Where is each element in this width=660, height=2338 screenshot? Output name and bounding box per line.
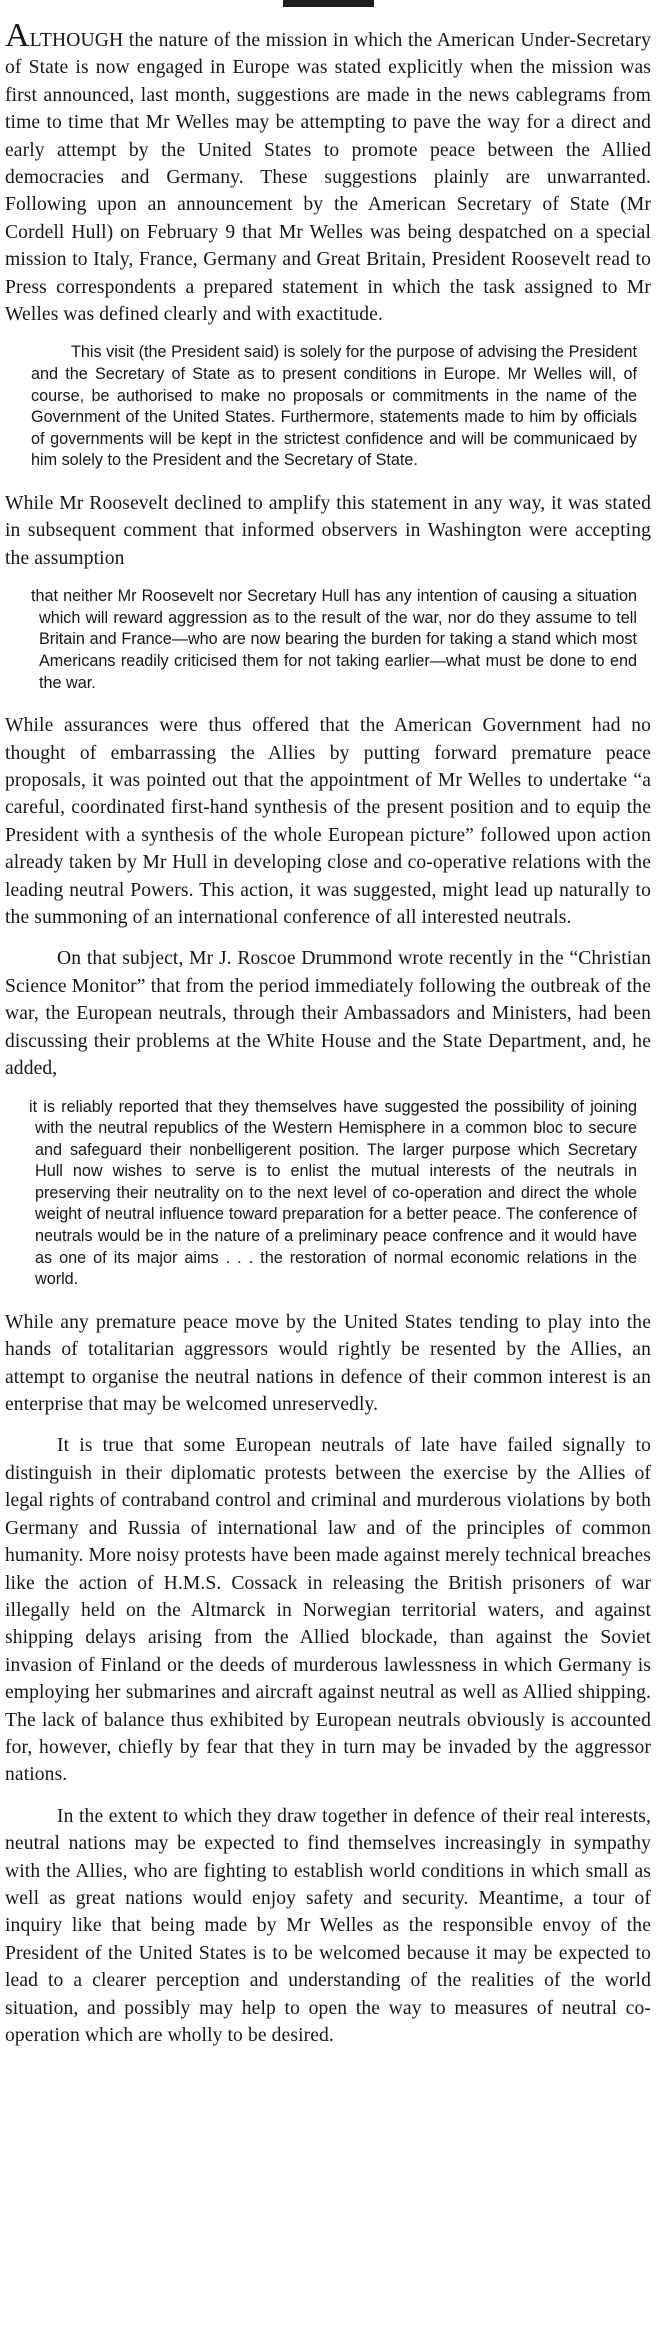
- quote-neutral-conference: it is reliably reported that they themselves have suggested the possibility of joining with the neutral republics of the Western Hemisphere in a common bloc to secure and safeguard their nonbelligerent position. The larger purpose which Secretary Hull now wishes to serve is to enlist the mutual interests of the neutrals in preserving their neutrality on to the next level of co-operation and direct the whole weight of neutral influence toward preparation for a better peace. The conference of neutrals would be in the nature of a preliminary peace confrence and it would have as one of its major aims . . . the restoration of normal economic relations in the world.: [29, 1097, 637, 1289]
- paragraph-roosevelt-declined: While Mr Roosevelt declined to amplify this statement in any way, it was stated in subsequent comment that informed observers in Washington were accepting the assumption: [5, 493, 651, 569]
- paragraph-intro: ALTHOUGH the nature of the mission in which the American Under-Secretary of State is now engaged in Europe was stated explicitly when the mission was first announced, last month, suggestions are made in the news cablegrams from time to time that Mr Welles may be attempting to pave the way for a direct and early attempt by the United States to promote peace between the Allied democracies and Germany. These suggestions plainly are unwarranted. Following upon an announcement by the American Secretary of State (Mr Cordell Hull) on February 9 that Mr Welles was being despatched on a special mission to Italy, France, Germany and Great Britain, President Roosevelt read to Press correspondents a prepared statement in which the task assigned to Mr Welles was defined clearly and with exactitude.: [5, 17, 651, 326]
- quote-president-statement: This visit (the President said) is solely for the purpose of advising the President and the Secretary of State as to present conditions in Europe. Mr Welles will, of course, be authorised to make no proposals or commitments in the name of the Government of the United States. Furthermore, statements made to him by officials of governments will be kept in the strictest confidence and will be communicaed by him solely to the President and the Secretary of State.: [31, 343, 637, 470]
- paragraph-premature-peace: While any premature peace move by the United States tending to play into the hands of totalitarian aggressors would rightly be resented by the Allies, an attempt to organise the neutral nations in defence of their common interest is an enterprise that may be welcomed unreservedly.: [5, 1311, 651, 1416]
- paragraph-drummond: On that subject, Mr J. Roscoe Drummond wrote recently in the “Christian Science Monitor” that from the period immediately following the outbreak of the war, the European neutrals, through their Ambassadors and Ministers, had been discussing their problems at the White House and the State Department, and, he added,: [5, 948, 651, 1080]
- paragraph-assurances: While assurances were thus offered that the American Government had no thought of embarrassing the Allies by putting forward premature peace proposals, it was pointed out that the appointment of Mr Welles to undertake “a careful, coordinated first-hand synthesis of the present position and to equip the President with a synthesis of the whole European picture” followed upon action already taken by Mr Hull in developing close and co-operative relations with the leading neutral Powers. This action, it was suggested, might lead up naturally to the summoning of an international conference of all interested neutrals.: [5, 715, 651, 929]
- column-rule: [283, 0, 374, 7]
- paragraph-european-neutrals: It is true that some European neutrals of late have failed signally to distinguish in their diplomatic protests between the exercise by the Allies of legal rights of contraband control and criminal and murderous violations by both Germany and Russia of international law and of the principles of common humanity. More noisy protests have been made against merely technical breaches like the action of H.M.S. Cossack in releasing the British prisoners of war illegally held on the Altmarck in Norwegian territorial waters, and against shipping delays arising from the Allied blockade, than against the Soviet invasion of Finland or the deeds of murderous lawlessness in which Germany is employing her submarines and aircraft against neutral as well as Allied shipping. The lack of balance thus exhibited by European neutrals obviously is accounted for, however, chiefly by fear that they in turn may be invaded by the aggressor nations.: [5, 1435, 651, 1786]
- article-column: [5, 17, 651, 2063]
- paragraph-conclusion: In the extent to which they draw together in defence of their real interests, neutral nations may be expected to find themselves increasingly in sympathy with the Allies, who are fighting to establish world conditions in which small as well as great nations would enjoy safety and security. Meantime, a tour of inquiry like that being made by Mr Welles as the responsible envoy of the President of the United States is to be welcomed because it may be expected to lead to a clearer perception and understanding of the realities of the world situation, and possibly may help to open the way to measures of neutral co-operation which are wholly to be desired.: [5, 1805, 651, 2046]
- quote-washington-assumption: that neither Mr Roosevelt nor Secretary Hull has any intention of causing a situation which will reward aggression as to the result of the war, nor do they assume to tell Britain and France—who are now bearing the burden for taking a stand which most Americans readily criticised them for not taking earlier—what must be done to end the war.: [31, 587, 637, 692]
